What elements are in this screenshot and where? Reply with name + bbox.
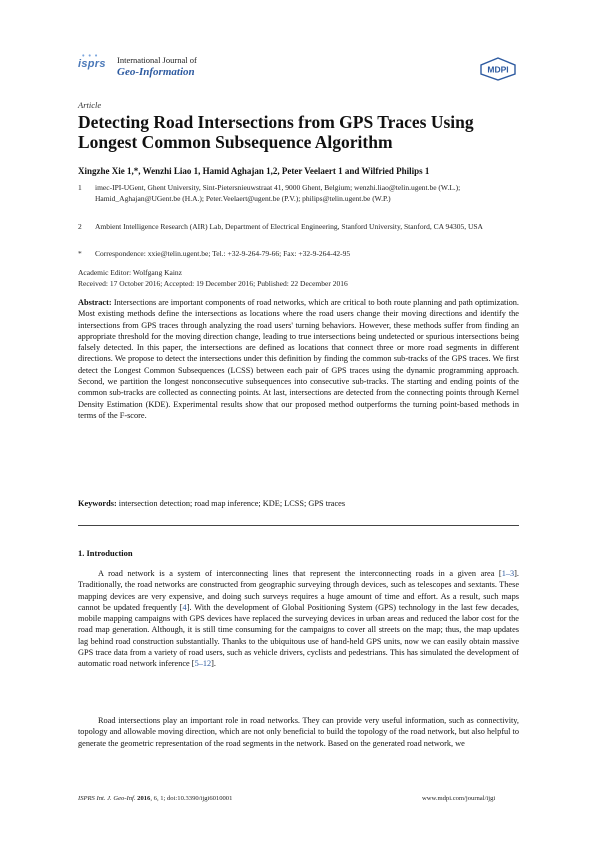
affiliation-marker: 1 (78, 183, 82, 192)
mdpi-logo (479, 57, 517, 81)
mdpi-logo-text: MDPI (487, 64, 509, 75)
journal-name-line1: International Journal of (117, 55, 197, 65)
intro-paragraph-1 (78, 568, 519, 669)
keywords-label: Keywords: (78, 499, 117, 508)
abstract-text: Intersections are important components of road networks, which are critical to both route planning and path optimization. Most existing methods define the intersections as locations where the road users change their moving directions and identify the intersections from GPS traces through analyzing the road users' turning behaviors. However, these methods suffer from finding an appropriate threshold for the moving direction change, leading to true intersections being undetected or spurious intersections being falsely detected. In this paper, the intersections are defined as locations that connect three or more road segments in different directions. We propose to detect the intersections under this definition by finding the common sub-tracks of the GPS traces. We first detect the Longest Common Subsequences (LCSS) between each pair of GPS traces using the dynamic programming approach. Second, we partition the longest nonconsecutive subsequences into consecutive sub-tracks. The starting and ending points of the common sub-tracks are collected as connecting points. At last, intersections are detected from the connecting points through Kernel Density Estimation (KDE). Experimental results show that our proposed method outperforms the turning point-based methods in terms of the F-score. (78, 298, 519, 420)
journal-name-line2: Geo-Information (117, 66, 195, 78)
paragraph-text: ]. With the development of Global Positioning System (GPS) technology in the last few decades, mobile mapping campaigns with GPS devices have replaced the surveying devices in urban areas and reduced the labor cost for the road map generation. Although, it is still time consuming for the campaigns to cover all streets on the map; thus, the map updates lag behind road construction substantially. Thanks to the ubiquitous use of hand-held GPS units, now we can easily obtain massive GPS trace data from a variety of road users, such as vehicle drivers, cyclists and pedestrians. This has simulated the development of automatic road network inference [ (78, 602, 519, 668)
abstract-label: Abstract: (78, 298, 112, 307)
isprs-logo (78, 53, 110, 76)
affiliation-text: imec-IPI-UGent, Ghent University, Sint-Pietersnieuwstraat 41, 9000 Ghent, Belgium; wenzhi.liao@telin.ugent.be (W.L.); Hamid_Aghajan@UGent.be (H.A.); Peter.Veelaert@ugent.be (P.V.); philips@telin.ugent.be (W.P.) (95, 183, 461, 203)
paragraph-text: ]. (211, 659, 216, 668)
logo-dots-decoration: • • • (82, 53, 99, 60)
affiliation-text: Correspondence: xxie@telin.ugent.be; Tel.: +32-9-264-79-66; Fax: +32-9-264-42-95 (95, 249, 351, 258)
abstract (78, 297, 519, 421)
citation-link[interactable]: 1–3 (501, 569, 515, 578)
paragraph-text: ]. Traditionally, the road networks are constructed from geographic surveying through devices, such as telescopes and sextants. These mapping devices are very expensive, and doing such surveys requires a huge amount of time and effort. As a result, such maps cannot be updated frequently [ (78, 569, 519, 612)
affiliation-text: Ambient Intelligence Research (AIR) Lab, Department of Electrical Engineering, Stanford University, Stanford, CA 94305, USA (95, 222, 483, 231)
section-divider (78, 525, 519, 526)
footer-year: 2016 (137, 795, 151, 802)
intro-paragraph-2 (78, 715, 519, 749)
section-heading: 1. Introduction (78, 548, 133, 558)
paragraph-text: Road intersections play an important role in road networks. They can provide very useful information, such as connectivity, topology and allowable moving direction, which are not only beneficial to build the topology of the road network, but also helpful to generate the geometric representation of the road segments in the network. Based on the generated road network, we (78, 716, 519, 748)
isprs-logo-text: isprs (78, 58, 106, 70)
footer-journal-abbrev: ISPRS Int. J. Geo-Inf. (78, 795, 136, 802)
footer-citation (78, 795, 232, 802)
publication-dates: Received: 17 October 2016; Accepted: 19 December 2016; Published: 22 December 2016 (78, 279, 348, 288)
article-type: Article (78, 100, 102, 110)
keywords (78, 499, 519, 508)
footer-volume: , 6, 1; doi:10.3390/ijgi6010001 (150, 795, 233, 802)
paragraph-text: A road network is a system of interconnecting lines that represent the interconnecting roads in a given area [ (98, 569, 502, 578)
citation-link[interactable]: 4 (182, 602, 187, 612)
author-list: Xingzhe Xie 1,*, Wenzhi Liao 1, Hamid Aghajan 1,2, Peter Veelaert 1 and Wilfried Philips 1 (78, 166, 430, 176)
footer-url[interactable]: www.mdpi.com/journal/ijgi (422, 795, 496, 802)
keywords-text: intersection detection; road map inference; KDE; LCSS; GPS traces (118, 499, 346, 508)
academic-editor: Academic Editor: Wolfgang Kainz (78, 268, 183, 277)
paper-title: Detecting Road Intersections from GPS Traces Using Longest Common Subsequence Algorithm (78, 112, 474, 152)
affiliation-marker: 2 (78, 222, 82, 231)
affiliation-marker: * (78, 249, 82, 258)
citation-link[interactable]: 5–12 (194, 659, 212, 668)
